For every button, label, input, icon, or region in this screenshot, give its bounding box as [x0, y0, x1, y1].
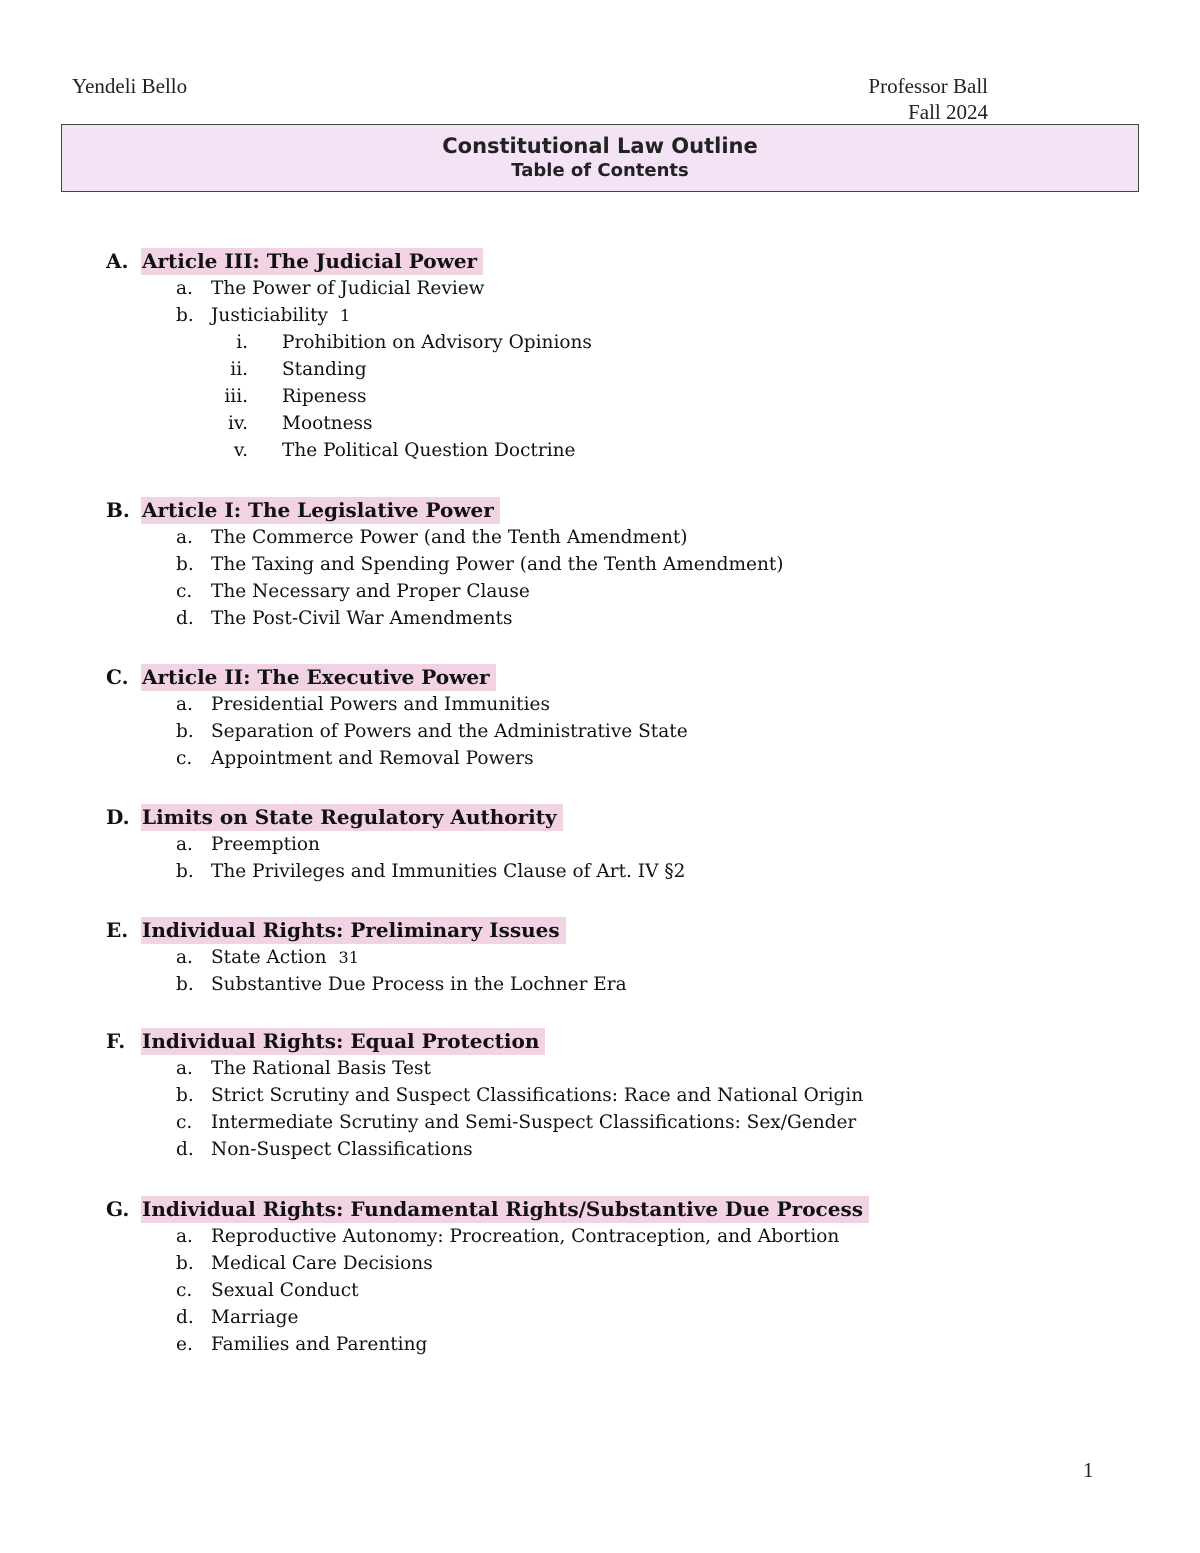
- item-text: The Privileges and Immunities Clause of Art. IV §2: [211, 861, 686, 882]
- toc-item: [0, 1277, 1200, 1304]
- toc-subitem: [0, 410, 1200, 437]
- toc-subitem: [0, 356, 1200, 383]
- toc-item: [0, 745, 1200, 772]
- section-letter: A.: [106, 249, 129, 273]
- item-letter: a.: [176, 834, 193, 855]
- toc-item: [0, 302, 1200, 329]
- item-text-wrap: [211, 944, 359, 971]
- item-text: The Rational Basis Test: [211, 1058, 431, 1079]
- toc-section: [0, 1028, 1200, 1163]
- item-letter: b.: [176, 1253, 194, 1274]
- item-page-number: 1: [339, 306, 351, 325]
- item-letter: c.: [176, 1112, 193, 1133]
- item-text-wrap: [211, 691, 550, 718]
- section-title: Article II: The Executive Power: [141, 664, 496, 691]
- item-letter: a.: [176, 527, 193, 548]
- toc-item: [0, 1109, 1200, 1136]
- section-title: Limits on State Regulatory Authority: [141, 804, 563, 831]
- section-title: Individual Rights: Fundamental Rights/Substantive Due Process: [141, 1196, 869, 1223]
- item-text: Appointment and Removal Powers: [211, 748, 534, 769]
- toc-section: [0, 804, 1200, 885]
- section-title: Individual Rights: Preliminary Issues: [141, 917, 566, 944]
- item-text: The Commerce Power (and the Tenth Amendment): [211, 527, 688, 548]
- subitem-numeral: v.: [233, 440, 248, 461]
- subitem-numeral: iii.: [224, 386, 248, 407]
- toc-section: [0, 248, 1200, 464]
- item-text-wrap: [211, 1136, 473, 1163]
- item-text-wrap: [211, 578, 530, 605]
- item-letter: b.: [176, 974, 194, 995]
- toc-section: [0, 1196, 1200, 1358]
- item-text-wrap: [211, 1277, 359, 1304]
- toc-section-heading: [0, 917, 1200, 944]
- toc-item: [0, 1055, 1200, 1082]
- section-title: Article III: The Judicial Power: [141, 248, 483, 275]
- item-text: Marriage: [211, 1307, 299, 1328]
- item-text: Presidential Powers and Immunities: [211, 694, 550, 715]
- item-text: Families and Parenting: [211, 1334, 428, 1355]
- item-text-wrap: [211, 302, 350, 329]
- subitem-text: Standing: [282, 359, 367, 380]
- toc-item: [0, 551, 1200, 578]
- item-letter: c.: [176, 748, 193, 769]
- item-text-wrap: [211, 1250, 433, 1277]
- toc-item: [0, 691, 1200, 718]
- section-letter: B.: [106, 498, 130, 522]
- item-text: The Power of Judicial Review: [211, 278, 485, 299]
- toc-section: [0, 917, 1200, 998]
- toc-item: [0, 718, 1200, 745]
- header-term: Fall 2024: [908, 100, 988, 124]
- item-text: Non-Suspect Classifications: [211, 1139, 473, 1160]
- item-text: Justiciability: [211, 305, 328, 326]
- item-letter: e.: [176, 1334, 193, 1355]
- item-text: Medical Care Decisions: [211, 1253, 433, 1274]
- item-text-wrap: [211, 745, 534, 772]
- item-text-wrap: [211, 524, 688, 551]
- toc-section-heading: [0, 497, 1200, 524]
- toc-subitem: [0, 437, 1200, 464]
- toc-item: [0, 858, 1200, 885]
- toc-section: [0, 664, 1200, 772]
- item-letter: b.: [176, 861, 194, 882]
- item-text-wrap: [211, 1082, 863, 1109]
- toc-item: [0, 1136, 1200, 1163]
- item-letter: d.: [176, 608, 194, 629]
- item-letter: a.: [176, 694, 193, 715]
- item-text-wrap: [211, 605, 512, 632]
- toc-section-heading: [0, 248, 1200, 275]
- toc-item: [0, 971, 1200, 998]
- item-text-wrap: [211, 1331, 427, 1358]
- toc-section-heading: [0, 804, 1200, 831]
- item-letter: a.: [176, 1058, 193, 1079]
- item-letter: b.: [176, 721, 194, 742]
- item-text-wrap: [211, 831, 320, 858]
- header-professor: Professor Ball: [868, 74, 988, 98]
- item-text: Sexual Conduct: [211, 1280, 359, 1301]
- item-text-wrap: [211, 1304, 298, 1331]
- document-subtitle: Table of Contents: [511, 160, 689, 181]
- toc-item: [0, 1304, 1200, 1331]
- toc-item: [0, 524, 1200, 551]
- item-text: Intermediate Scrutiny and Semi-Suspect Classifications: Sex/Gender: [211, 1112, 857, 1133]
- page-number: 1: [1083, 1458, 1094, 1482]
- item-text-wrap: [211, 551, 784, 578]
- section-letter: E.: [106, 918, 129, 942]
- item-text-wrap: [211, 1109, 856, 1136]
- item-letter: d.: [176, 1139, 194, 1160]
- item-text: Separation of Powers and the Administrative State: [211, 721, 688, 742]
- subitem-text: Mootness: [282, 413, 373, 434]
- item-letter: a.: [176, 947, 193, 968]
- title-box: [61, 124, 1139, 192]
- toc-section-heading: [0, 664, 1200, 691]
- item-text: The Necessary and Proper Clause: [211, 581, 530, 602]
- toc-item: [0, 1223, 1200, 1250]
- toc-subitem: [0, 383, 1200, 410]
- item-letter: b.: [176, 305, 194, 326]
- item-text-wrap: [211, 1223, 839, 1250]
- toc-item: [0, 944, 1200, 971]
- section-letter: F.: [106, 1029, 126, 1053]
- toc-item: [0, 578, 1200, 605]
- item-letter: b.: [176, 1085, 194, 1106]
- item-text: The Taxing and Spending Power (and the Tenth Amendment): [211, 554, 784, 575]
- toc-section: [0, 497, 1200, 632]
- toc-item: [0, 1082, 1200, 1109]
- item-text-wrap: [211, 858, 685, 885]
- item-text-wrap: [211, 275, 485, 302]
- item-text: Reproductive Autonomy: Procreation, Contraception, and Abortion: [211, 1226, 840, 1247]
- document-title: Constitutional Law Outline: [442, 134, 758, 158]
- item-text: Substantive Due Process in the Lochner Era: [211, 974, 627, 995]
- item-text-wrap: [211, 1055, 431, 1082]
- item-letter: c.: [176, 581, 193, 602]
- section-title: Article I: The Legislative Power: [141, 497, 500, 524]
- item-text: The Post-Civil War Amendments: [211, 608, 513, 629]
- item-letter: d.: [176, 1307, 194, 1328]
- item-text-wrap: [211, 971, 627, 998]
- header-author: Yendeli Bello: [72, 74, 188, 98]
- item-letter: b.: [176, 554, 194, 575]
- item-text-wrap: [211, 718, 688, 745]
- subitem-text: Ripeness: [282, 386, 367, 407]
- item-page-number: 31: [338, 948, 359, 967]
- item-text: Preemption: [211, 834, 320, 855]
- section-letter: D.: [106, 805, 130, 829]
- subitem-numeral: ii.: [230, 359, 248, 380]
- item-letter: a.: [176, 278, 193, 299]
- toc-item: [0, 605, 1200, 632]
- section-letter: C.: [106, 665, 129, 689]
- toc-item: [0, 1331, 1200, 1358]
- toc-subitem: [0, 329, 1200, 356]
- item-text: Strict Scrutiny and Suspect Classifications: Race and National Origin: [211, 1085, 864, 1106]
- subitem-numeral: iv.: [227, 413, 248, 434]
- subitem-text: Prohibition on Advisory Opinions: [282, 332, 592, 353]
- toc-item: [0, 831, 1200, 858]
- item-text: State Action: [211, 947, 327, 968]
- toc-item: [0, 1250, 1200, 1277]
- toc-item: [0, 275, 1200, 302]
- item-letter: c.: [176, 1280, 193, 1301]
- toc-section-heading: [0, 1196, 1200, 1223]
- section-title: Individual Rights: Equal Protection: [141, 1028, 545, 1055]
- subitem-text: The Political Question Doctrine: [282, 440, 576, 461]
- toc-section-heading: [0, 1028, 1200, 1055]
- item-letter: a.: [176, 1226, 193, 1247]
- section-letter: G.: [106, 1197, 130, 1221]
- subitem-numeral: i.: [236, 332, 248, 353]
